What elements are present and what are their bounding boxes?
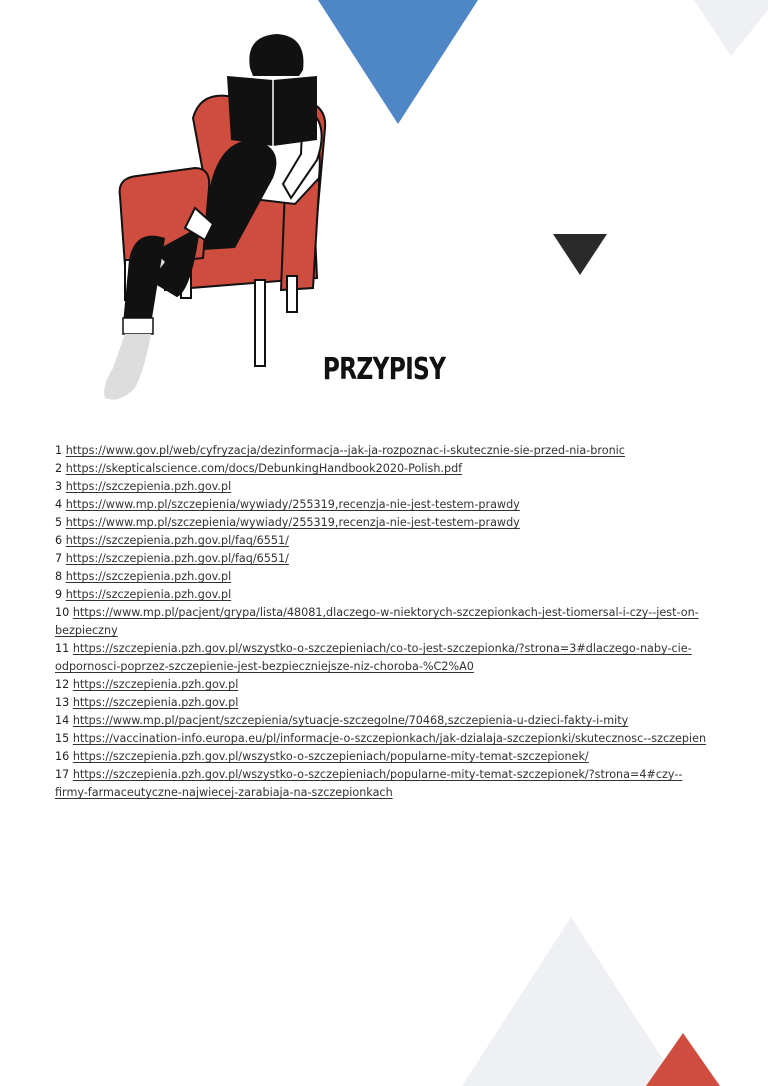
footnote-link[interactable]: https://szczepienia.pzh.gov.pl [72, 678, 239, 691]
footnote-number: 10 [55, 606, 70, 619]
footnote-link[interactable]: https://www.gov.pl/web/cyfryzacja/dezinformacja--jak-ja-rozpoznac-i-skutecznie-sie-przed-nia-bronic [65, 444, 625, 457]
footnote-link[interactable]: https://skepticalscience.com/docs/DebunkingHandbook2020-Polish.pdf [65, 462, 463, 475]
book [227, 76, 317, 146]
footnote-item [55, 550, 715, 568]
footnote-item [55, 586, 715, 604]
footnote-number: 11 [55, 642, 70, 655]
footnote-number: 15 [55, 732, 70, 745]
footnote-number: 3 [55, 480, 63, 493]
footnote-number: 5 [55, 516, 63, 529]
footnote-item [55, 712, 715, 730]
footnote-link[interactable]: https://szczepienia.pzh.gov.pl [65, 570, 232, 583]
footnote-link[interactable]: https://szczepienia.pzh.gov.pl/wszystko-o-szczepieniach/popularne-mity-temat-szczepionek/ [72, 750, 589, 763]
footnote-item [55, 640, 715, 676]
footnote-number: 4 [55, 498, 63, 511]
footnote-number: 8 [55, 570, 63, 583]
light-bottom-triangle [462, 917, 680, 1086]
footnote-link[interactable]: https://www.mp.pl/szczepienia/wywiady/255319,recenzja-nie-jest-testem-prawdy [65, 516, 520, 529]
footnote-item [55, 748, 715, 766]
footnote-link[interactable]: https://szczepienia.pzh.gov.pl/wszystko-o-szczepieniach/co-to-jest-szczepionka/?strona=3#dlaczego-naby-cie-odpornosci-poprzez-szczepienie-jest-bezpieczniejsze-niz-choroba-%C2%A0 [55, 642, 692, 673]
footnote-link[interactable]: https://szczepienia.pzh.gov.pl/faq/6551/ [65, 534, 289, 547]
footnote-link[interactable]: https://szczepienia.pzh.gov.pl/wszystko-o-szczepieniach/popularne-mity-temat-szczepionek/?strona=4#czy--firmy-farmaceutyczne-najwiecej-zarabiaja-na-szczepionkach [55, 768, 683, 799]
footnotes-list [55, 442, 715, 802]
footnote-item [55, 568, 715, 586]
footnote-link[interactable]: https://szczepienia.pzh.gov.pl [65, 588, 232, 601]
woman-reading-in-armchair-illustration [95, 28, 345, 408]
footnote-item [55, 496, 715, 514]
footnote-number: 1 [55, 444, 63, 457]
footnote-item [55, 604, 715, 640]
footnote-number: 14 [55, 714, 70, 727]
footnote-number: 2 [55, 462, 63, 475]
light-top-right-triangle [694, 0, 768, 56]
footnote-link[interactable]: https://vaccination-info.europa.eu/pl/informacje-o-szczepionkach/jak-dzialaja-szczepionki/skutecznosc--szczepien [72, 732, 707, 745]
footnote-item [55, 766, 715, 802]
page-title: PRZYPISY [322, 352, 446, 387]
footnote-link[interactable]: https://szczepienia.pzh.gov.pl [65, 480, 232, 493]
footnote-link[interactable]: https://www.mp.pl/szczepienia/wywiady/255319,recenzja-nie-jest-testem-prawdy [65, 498, 520, 511]
footnote-number: 12 [55, 678, 70, 691]
footnote-number: 16 [55, 750, 70, 763]
footnote-item [55, 442, 715, 460]
footnote-item [55, 532, 715, 550]
footnote-number: 9 [55, 588, 63, 601]
footnote-number: 13 [55, 696, 70, 709]
footnote-item [55, 514, 715, 532]
footnote-link[interactable]: https://www.mp.pl/pacjent/grypa/lista/48081,dlaczego-w-niektorych-szczepionkach-jest-tiomersal-i-czy--jest-on-bezpieczny [55, 606, 699, 637]
chair-leg [287, 276, 297, 312]
footnote-item [55, 694, 715, 712]
footnote-link[interactable]: https://szczepienia.pzh.gov.pl [72, 696, 239, 709]
sock-cuff [123, 318, 153, 334]
footnote-link[interactable]: https://www.mp.pl/pacjent/szczepienia/sytuacje-szczegolne/70468,szczepienia-u-dzieci-fakty-i-mity [72, 714, 629, 727]
hair [249, 34, 303, 76]
footnote-item [55, 730, 715, 748]
footnote-number: 7 [55, 552, 63, 565]
footnote-number: 6 [55, 534, 63, 547]
dark-triangle [553, 234, 607, 275]
footnote-item [55, 460, 715, 478]
footnote-number: 17 [55, 768, 70, 781]
footnote-link[interactable]: https://szczepienia.pzh.gov.pl/faq/6551/ [65, 552, 289, 565]
footnote-item [55, 478, 715, 496]
footnote-item [55, 676, 715, 694]
